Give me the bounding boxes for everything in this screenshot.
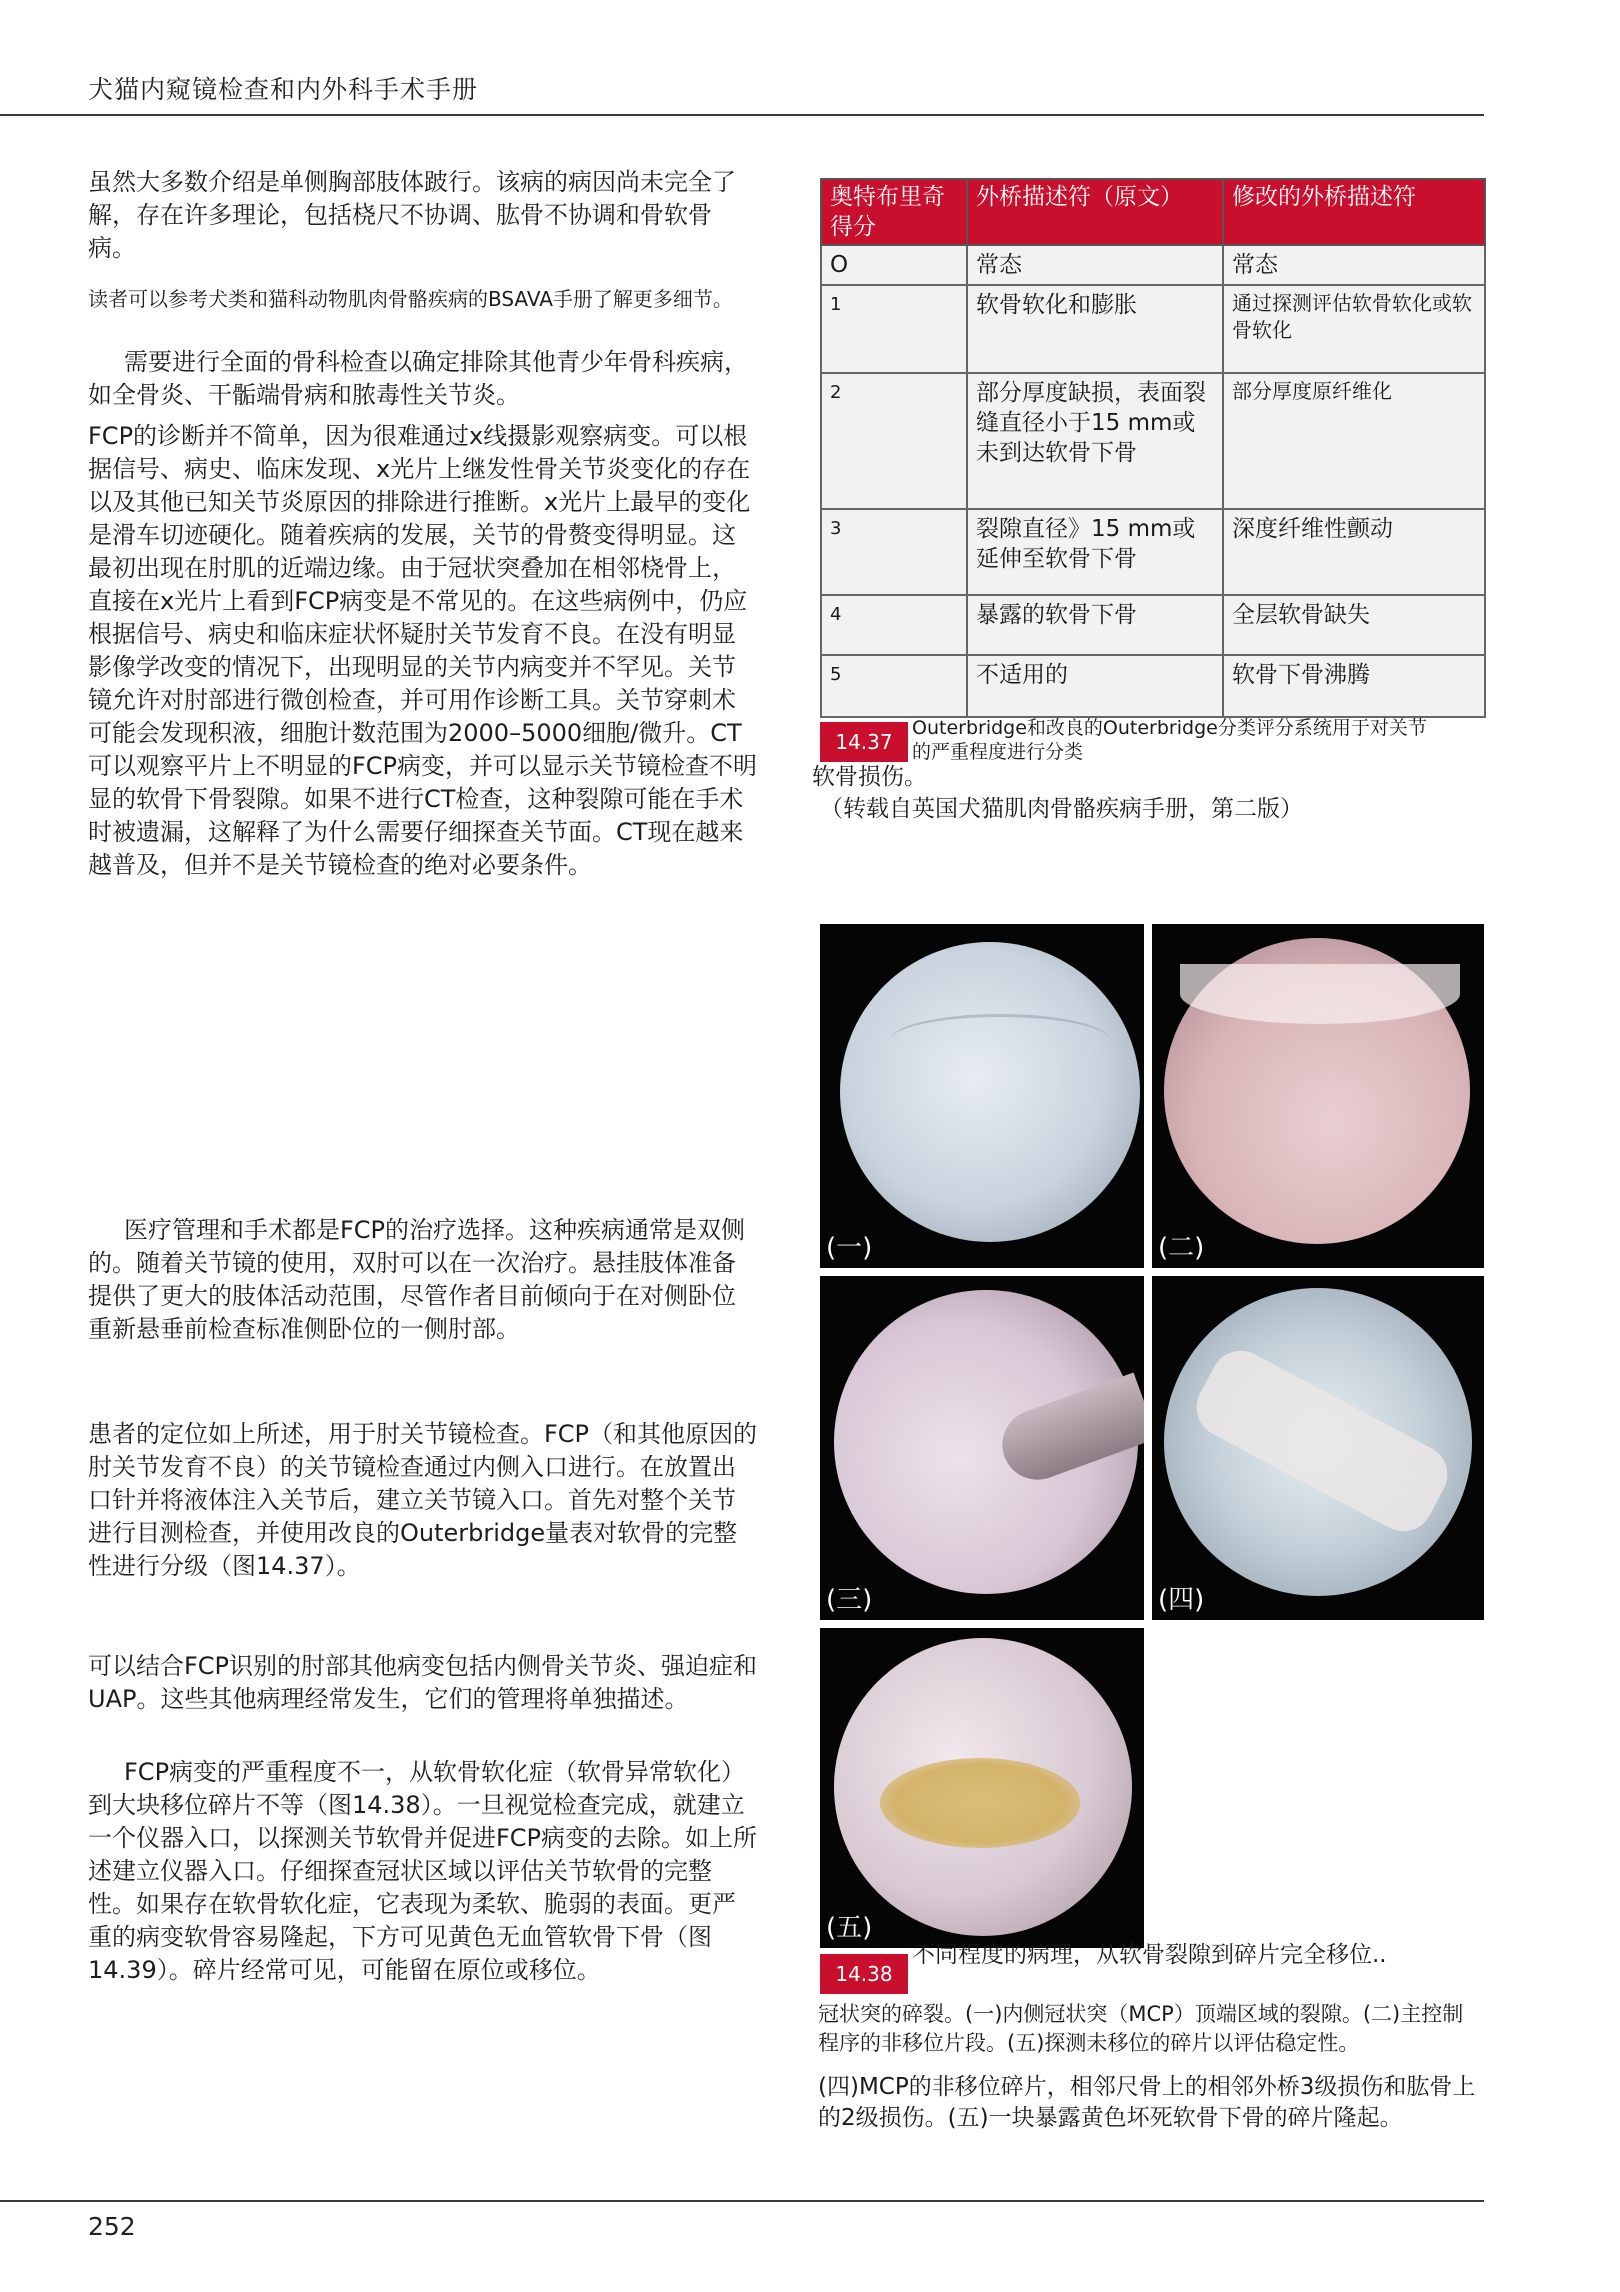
arthroscopy-photo-b — [1152, 924, 1484, 1268]
grade-cell: 2 — [821, 373, 967, 509]
table-row — [821, 245, 1485, 285]
figure-1438-caption-b: (四)MCP的非移位碎片，相邻尺骨上的相邻外桥3级损伤和肱骨上的2级损伤。(五)一块暴露黄色坏死软骨下骨的碎片隆起。 — [818, 2074, 1476, 2131]
original-cell: 暴露的软骨下骨 — [967, 595, 1223, 655]
modified-cell: 常态 — [1223, 245, 1485, 285]
table-row — [821, 595, 1485, 655]
original-cell: 不适用的 — [967, 655, 1223, 717]
modified-cell: 部分厚度原纤维化 — [1223, 373, 1485, 509]
figure-1438-title: 不同程度的病理，从软骨裂隙到碎片完全移位.. — [912, 1942, 1387, 1968]
original-cell: 常态 — [967, 245, 1223, 285]
arthroscopy-photo-c — [820, 1276, 1144, 1620]
grade-cell: 5 — [821, 655, 967, 717]
modified-cell: 全层软骨缺失 — [1223, 595, 1485, 655]
modified-cell: 通过探测评估软骨软化或软骨软化 — [1223, 285, 1485, 373]
paragraph-reference: 读者可以参考犬类和猫科动物肌肉骨骼疾病的BSAVA手册了解更多细节。 — [88, 287, 733, 311]
paragraph-positioning: 患者的定位如上所述，用于肘关节镜检查。FCP（和其他原因的肘关节发育不良）的关节镜检查通过内侧入口进行。在放置出口针并将液体注入关节后，建立关节镜入口。首先对整个关节进行目测检查，并使用改良的Outerbridge量表对软骨的完整性进行分级（图14.37）。 — [88, 1420, 758, 1580]
paragraph-severity: FCP病变的严重程度不一，从软骨软化症（软骨异常软化）到大块移位碎片不等（图14.38）。一旦视觉检查完成，就建立一个仪器入口，以探测关节软骨并促进FCP病变的去除。如上所述建立仪器入口。仔细探查冠状区域以评估关节软骨的完整性。如果存在软骨软化症，它表现为柔软、脆弱的表面。更严重的病变软骨容易隆起，下方可见黄色无血管软骨下骨（图14.39）。碎片经常可见，可能留在原位或移位。 — [88, 1758, 758, 1984]
paragraph-other-lesions: 可以结合FCP识别的肘部其他病变包括内侧骨关节炎、强迫症和UAP。这些其他病理经常发生，它们的管理将单独描述。 — [88, 1652, 758, 1713]
figure-caption: Outerbridge和改良的Outerbridge分类评分系统用于对关节的严重程度进行分类 — [912, 717, 1427, 763]
grade-cell: 3 — [821, 509, 967, 595]
figure-credit: （转载自英国犬猫肌肉骨骼疾病手册，第二版） — [820, 796, 1303, 822]
modified-cell: 软骨下骨沸腾 — [1223, 655, 1485, 717]
page-number: 252 — [88, 2212, 136, 2241]
figure-number-badge-1438: 14.38 — [820, 1954, 908, 1994]
header-modified: 修改的外桥描述符 — [1223, 179, 1485, 245]
grade-cell: 1 — [821, 285, 967, 373]
table-row — [821, 655, 1485, 717]
paragraph-intro: 虽然大多数介绍是单侧胸部肢体跛行。该病的病因尚未完全了解，存在许多理论，包括桡尺不协调、肱骨不协调和骨软骨病。 — [88, 168, 736, 262]
table-header-row — [821, 179, 1485, 245]
grade-cell: O — [821, 245, 967, 285]
arthroscopy-photo-d — [1152, 1276, 1484, 1620]
panel-label: (三) — [826, 1585, 873, 1615]
panel-label: (二) — [1158, 1233, 1205, 1263]
arthroscopy-photo-a — [820, 924, 1144, 1268]
paragraph-treatment: 医疗管理和手术都是FCP的治疗选择。这种疾病通常是双侧的。随着关节镜的使用，双肘可以在一次治疗。悬挂肢体准备提供了更大的肢体活动范围，尽管作者目前倾向于在对侧卧位重新悬垂前检查标准侧卧位的一侧肘部。 — [88, 1216, 746, 1343]
paragraph-exam: 需要进行全面的骨科检查以确定排除其他青少年骨科疾病，如全骨炎、干骺端骨病和脓毒性关节炎。 — [88, 348, 748, 409]
table-row — [821, 285, 1485, 373]
header-rule — [0, 114, 1484, 116]
table-row — [821, 509, 1485, 595]
running-title: 犬猫内窥镜检查和内外科手术手册 — [88, 75, 479, 104]
figure-number-badge: 14.37 — [820, 722, 908, 762]
modified-cell: 深度纤维性颤动 — [1223, 509, 1485, 595]
header-grade: 奥特布里奇得分 — [821, 179, 967, 245]
panel-label: (五) — [826, 1913, 873, 1943]
original-cell: 软骨软化和膨胀 — [967, 285, 1223, 373]
panel-label: (一) — [826, 1233, 873, 1263]
table-row — [821, 373, 1485, 509]
figure-1438-caption-a: 冠状突的碎裂。(一)内侧冠状突（MCP）顶端区域的裂隙。(二)主控制程序的非移位片段。(五)探测未移位的碎片以评估稳定性。 — [818, 2002, 1464, 2055]
header-original: 外桥描述符（原文） — [967, 179, 1223, 245]
original-cell: 部分厚度缺损，表面裂缝直径小于15 mm或未到达软骨下骨 — [967, 373, 1223, 509]
outerbridge-table — [820, 178, 1484, 718]
grade-cell: 4 — [821, 595, 967, 655]
original-cell: 裂隙直径》15 mm或延伸至软骨下骨 — [967, 509, 1223, 595]
arthroscopy-photo-e — [820, 1628, 1144, 1948]
figure-caption-continued: 软骨损伤。 — [812, 764, 927, 790]
paragraph-diagnosis: FCP的诊断并不简单，因为很难通过x线摄影观察病变。可以根据信号、病史、临床发现、x光片上继发性骨关节炎变化的存在以及其他已知关节炎原因的排除进行推断。x光片上最早的变化是滑车切迹硬化。随着疾病的发展，关节的骨赘变得明显。这最初出现在肘肌的近端边缘。由于冠状突叠加在相邻桡骨上，直接在x光片上看到FCP病变是不常见的。在这些病例中，仍应根据信号、病史和临床症状怀疑肘关节发育不良。在没有明显影像学改变的情况下，出现明显的关节内病变并不罕见。关节镜允许对肘部进行微创检查，并可用作诊断工具。关节穿刺术可能会发现积液，细胞计数范围为2000–5000细胞/微升。CT可以观察平片上不明显的FCP病变，并可以显示关节镜检查不明显的软骨下骨裂隙。如果不进行CT检查，这种裂隙可能在手术时被遗漏，这解释了为什么需要仔细探查关节面。CT现在越来越普及，但并不是关节镜检查的绝对必要条件。 — [88, 422, 758, 879]
panel-label: (四) — [1158, 1585, 1205, 1615]
footer-rule — [0, 2200, 1484, 2202]
